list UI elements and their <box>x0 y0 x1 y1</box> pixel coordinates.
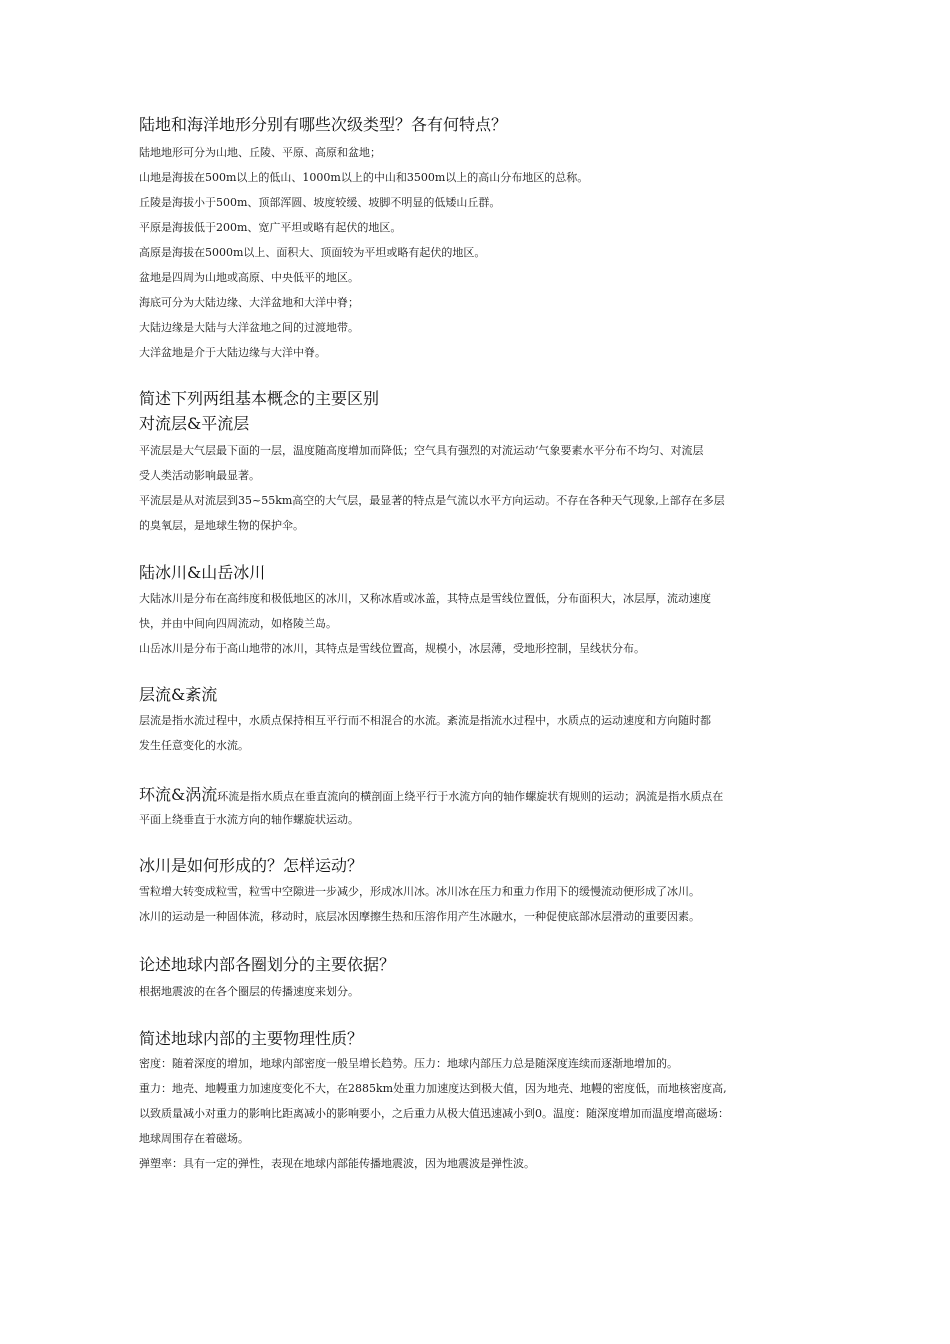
section-title-glacier-formation: 冰川是如何形成的？怎样运动？ <box>139 856 364 875</box>
paragraph-line: 地球周围存在着磁场。 <box>139 1132 249 1145</box>
section-title-physical-properties: 简述地球内部的主要物理性质？ <box>139 1029 364 1048</box>
paragraph-line: 平流层是从对流层到35~55km高空的大气层，最显著的特点是气流以水平方向运动。不存在各种天气现象,上部存在多层 <box>139 494 725 507</box>
paragraph-line: 弹塑率：具有一定的弹性，表现在地球内部能传播地震波，因为地震波是弹性波。 <box>139 1157 535 1170</box>
paragraph-line: 层流是指水流过程中，水质点保持相互平行而不相混合的水流。紊流是指流水过程中，水质点的运动速度和方向随时都 <box>139 714 711 727</box>
paragraph-line: 大陆冰川是分布在高纬度和极低地区的冰川，又称冰盾或冰盖，其特点是雪线位置低，分布面积大，冰层厚，流动速度 <box>139 592 711 605</box>
subsection-title-laminar-turbulent: 层流&紊流 <box>139 685 218 704</box>
paragraph-line: 平原是海拔低于200m、宽广平坦或略有起伏的地区。 <box>139 221 402 234</box>
paragraph-line: 的臭氧层，是地球生物的保护伞。 <box>139 519 304 532</box>
paragraph-line: 山岳冰川是分布于高山地带的冰川，其特点是雪线位置高，规模小，冰层薄，受地形控制，呈线状分布。 <box>139 642 645 655</box>
paragraph-line: 陆地地形可分为山地、丘陵、平原、高原和盆地； <box>139 146 381 159</box>
subsection-title-circulation-eddy: 环流&涡流 <box>139 785 218 804</box>
section-title-earth-layers: 论述地球内部各圈划分的主要依据？ <box>139 955 396 974</box>
paragraph-line: 大陆边缘是大陆与大洋盆地之间的过渡地带。 <box>139 321 359 334</box>
paragraph-line: 雪粒增大转变成粒雪，粒雪中空隙进一步减少，形成冰川冰。冰川冰在压力和重力作用下的缓慢流动便形成了冰川。 <box>139 885 700 898</box>
paragraph-line: 盆地是四周为山地或高原、中央低平的地区。 <box>139 271 359 284</box>
paragraph-line: 高原是海拔在5000m以上、面积大、顶面较为平坦或略有起伏的地区。 <box>139 246 486 259</box>
paragraph-line <box>139 785 723 807</box>
inline-paragraph-text: 环流是指水质点在垂直流向的横剖面上绕平行于水流方向的轴作螺旋状有规则的运动；涡流是指水质点在 <box>217 790 724 803</box>
paragraph-line: 平面上绕垂直于水流方向的轴作螺旋状运动。 <box>139 813 359 826</box>
paragraph-line: 发生任意变化的水流。 <box>139 739 249 752</box>
subsection-title-troposphere-stratosphere: 对流层&平流层 <box>139 414 250 433</box>
paragraph-line: 根据地震波的在各个圈层的传播速度来划分。 <box>139 985 359 998</box>
paragraph-line: 快，并由中间向四周流动，如格陵兰岛。 <box>139 617 337 630</box>
paragraph-line: 平流层是大气层最下面的一层，温度随高度增加而降低；空气具有强烈的对流运动‘气象要素水平分布不均匀、对流层 <box>139 444 704 457</box>
paragraph-line: 大洋盆地是介于大陆边缘与大洋中脊。 <box>139 346 326 359</box>
paragraph-line: 丘陵是海拔小于500m、顶部浑圆、坡度较缓、坡脚不明显的低矮山丘群。 <box>139 196 501 209</box>
paragraph-line: 海底可分为大陆边缘、大洋盆地和大洋中脊； <box>139 296 359 309</box>
section-title-terrain: 陆地和海洋地形分别有哪些次级类型？各有何特点？ <box>139 115 508 134</box>
paragraph-line: 重力：地壳、地幔重力加速度变化不大，在2885km处重力加速度达到极大值，因为地壳、地幔的密度低，而地核密度高, <box>139 1082 727 1095</box>
paragraph-line: 冰川的运动是一种固体流，移动时，底层冰因摩擦生热和压溶作用产生冰融水，一种促使底部冰层滑动的重要因素。 <box>139 910 700 923</box>
paragraph-line: 受人类活动影响最显著。 <box>139 469 260 482</box>
paragraph-line: 山地是海拔在500m以上的低山、1000m以上的中山和3500m以上的高山分布地区的总称。 <box>139 171 589 184</box>
paragraph-line: 以致质量减小对重力的影响比距离减小的影响要小，之后重力从极大值迅速减小到0。温度：随深度增加而温度增高磁场： <box>139 1107 729 1120</box>
section-title-concepts: 简述下列两组基本概念的主要区别 <box>139 389 380 408</box>
subsection-title-glaciers: 陆冰川&山岳冰川 <box>139 563 266 582</box>
paragraph-line: 密度：随着深度的增加，地球内部密度一般呈增长趋势。压力：地球内部压力总是随深度连续而逐渐地增加的。 <box>139 1057 678 1070</box>
